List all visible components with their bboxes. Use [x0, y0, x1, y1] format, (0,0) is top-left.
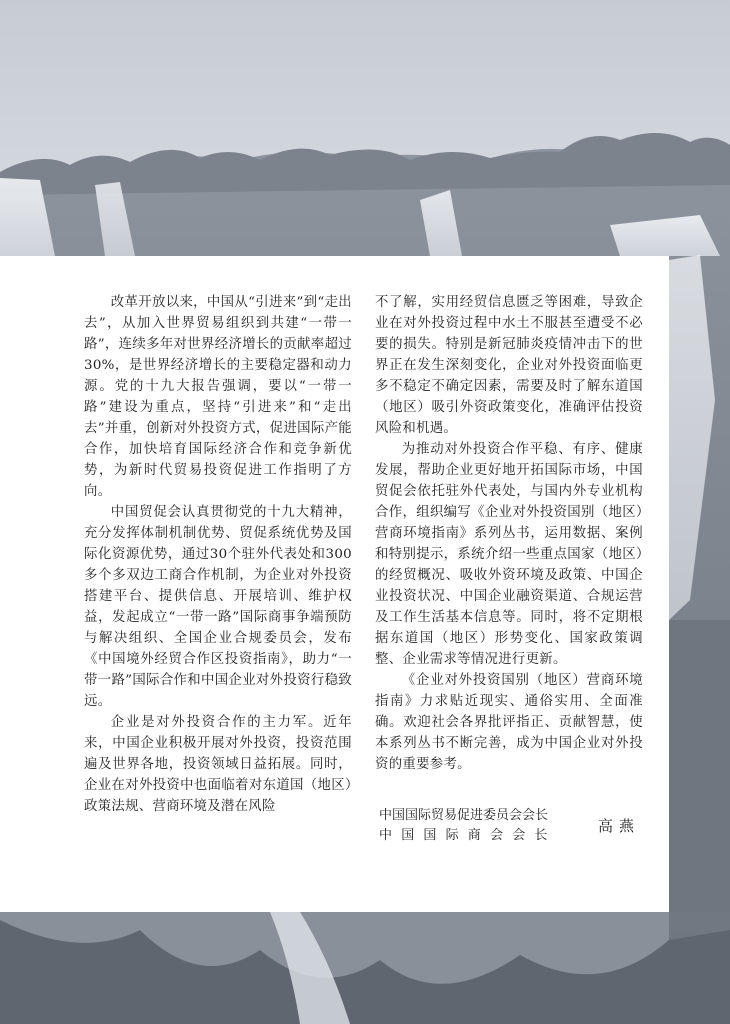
signature-block	[379, 806, 557, 846]
paragraph-3-continuation: 不了解，实用经贸信息匮乏等困难，导致企业在对外投资过程中水土不服甚至遭受不必要的损失。特别是新冠肺炎疫情冲击下的世界正在发生深刻变化，企业对外投资面临更多不稳定不确定因素，需要及时了解东道国（地区）吸引外资政策变化，准确评估投资风险和机遇。	[375, 295, 643, 436]
paragraph-1: 改革开放以来，中国从“引进来”到“走出去”，从加入世界贸易组织到共建“一带一路”，连续多年对世界经济增长的贡献率超过30%，是世界经济增长的主要稳定器和动力源。党的十九大报告强调，要以“一带一路”建设为重点，坚持“引进来”和“走出去”并重，创新对外投资方式，促进国际产能合作，加快培育国际经济合作和竞争新优势，为新时代贸易投资促进工作指明了方向。	[84, 295, 352, 499]
signature-name: 高燕	[598, 817, 641, 835]
article-left-column	[84, 292, 352, 817]
paragraph-3-start: 企业是对外投资合作的主力军。近年来，中国企业积极开展对外投资，投资范围遍及世界各地，投资领域日益拓展。同时，企业在对外投资中也面临着对东道国（地区）政策法规、营商环境及潜在风险	[84, 715, 352, 814]
signature-org-line-2: 中国国际商会会长	[379, 828, 557, 843]
article-right-column	[375, 292, 643, 775]
paragraph-5: 《企业对外投资国别（地区）营商环境指南》力求贴近现实、通俗实用、全面准确。欢迎社会各界批评指正、贡献智慧，使本系列丛书不断完善，成为中国企业对外投资的重要参考。	[375, 673, 643, 772]
signature-org-line-1: 中国国际贸易促进委员会会长	[379, 808, 549, 823]
paragraph-4: 为推动对外投资合作平稳、有序、健康发展，帮助企业更好地开拓国际市场，中国贸促会依托驻外代表处，与国内外专业机构合作，组织编写《企业对外投资国别（地区）营商环境指南》系列丛书，运用数据、案例和特别提示，系统介绍一些重点国家（地区）的经贸概况、吸收外资环境及政策、中国企业投资状况、中国企业融资渠道、合规运营及工作生活基本信息等。同时，将不定期根据东道国（地区）形势变化、国家政策调整、企业需求等情况进行更新。	[375, 442, 643, 667]
paragraph-2: 中国贸促会认真贯彻党的十九大精神，充分发挥体制机制优势、贸促系统优势及国际化资源优势，通过30个驻外代表处和300多个多双边工商合作机制，为企业对外投资搭建平台、提供信息、开展培训、维护权益，发起成立“一带一路”国际商事争端预防与解决组织、全国企业合规委员会，发布《中国境外经贸合作区投资指南》，助力“一带一路”国际合作和中国企业对外投资行稳致远。	[84, 505, 352, 709]
